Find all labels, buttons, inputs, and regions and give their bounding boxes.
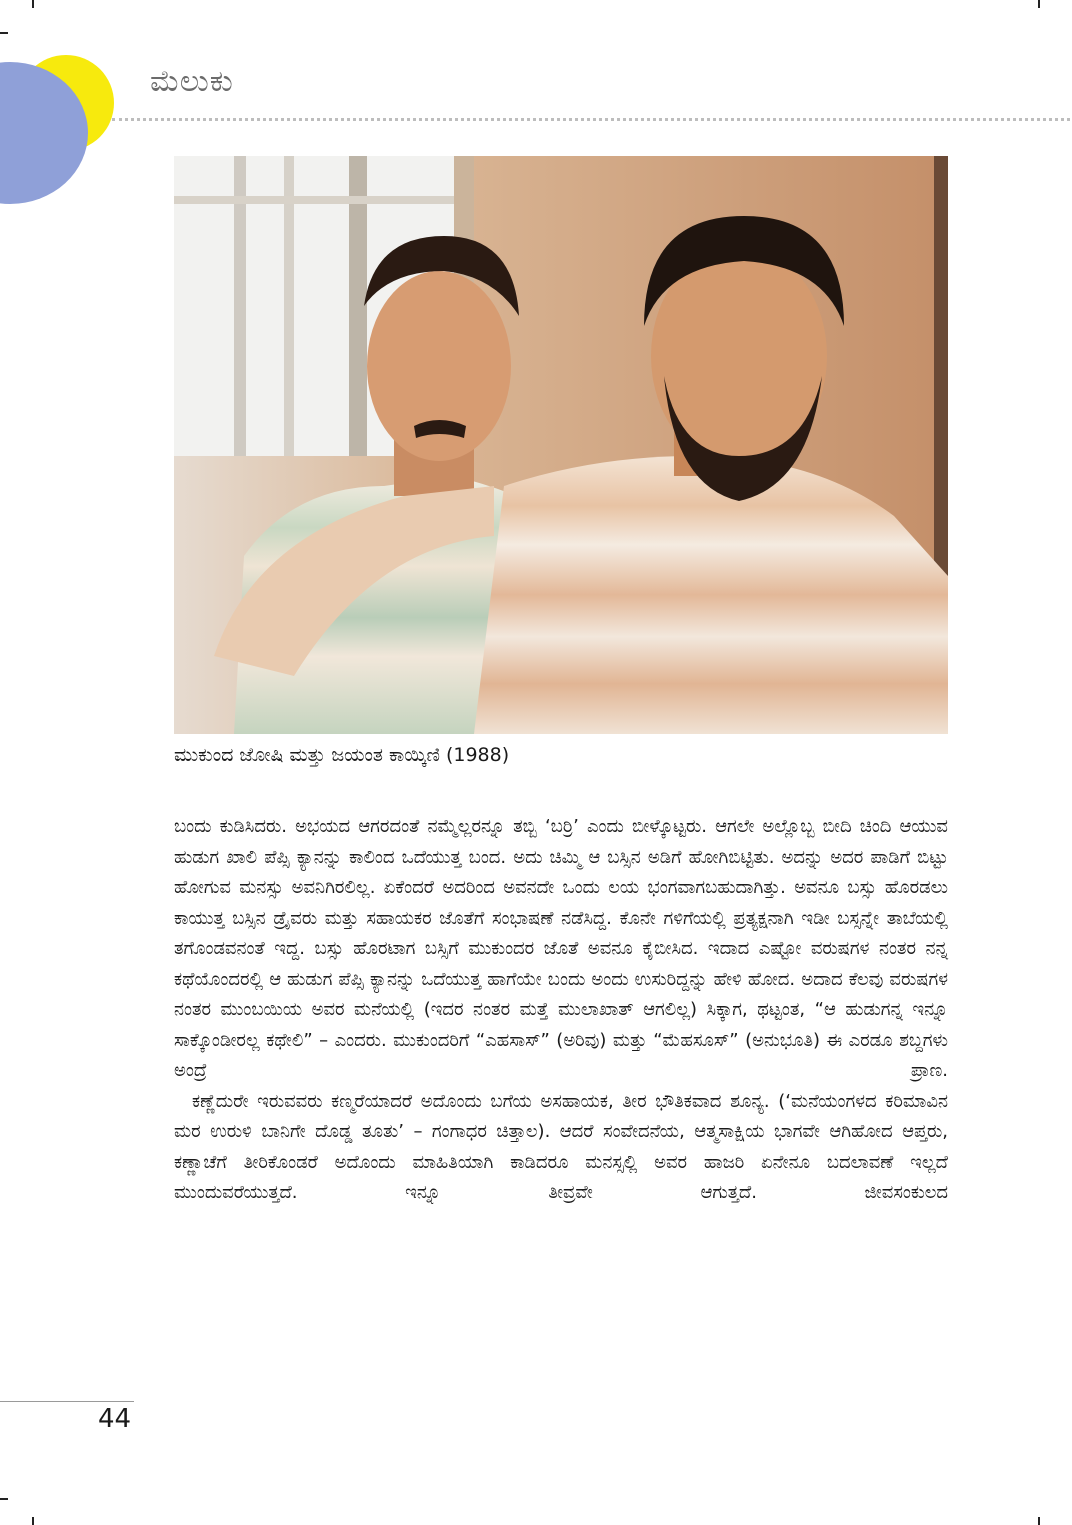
photo-illustration [174,156,948,734]
body-text [174,812,948,1209]
paragraph: ಬಂದು ಕುಡಿಸಿದರು. ಅಭಯದ ಆಗರದಂತೆ ನಮ್ಮೆಲ್ಲರನ್ನೂ ತಬ್ಬಿ ‘ಬರ್ರಿ’ ಎಂದು ಬೀಳ್ಕೊಟ್ಟರು. ಆಗಲೇ ಅಲ್ಲೊಬ್ಬ ಬೀದಿ ಚಿಂದಿ ಆಯುವ ಹುಡುಗ ಖಾಲಿ ಪೆಪ್ಸಿ ಕ್ಯಾನನ್ನು ಕಾಲಿಂದ ಒದೆಯುತ್ತ ಬಂದ. ಅದು ಚಿಮ್ಮಿ ಆ ಬಸ್ಸಿನ ಅಡಿಗೆ ಹೋಗಿಬಿಟ್ಟಿತು. ಅದನ್ನು ಅದರ ಪಾಡಿಗೆ ಬಿಟ್ಟು ಹೋಗುವ ಮನಸ್ಸು ಅವನಿಗಿರಲಿಲ್ಲ. ಏಕೆಂದರೆ ಅದರಿಂದ ಅವನದೇ ಒಂದು ಲಯ ಭಂಗವಾಗಬಹುದಾಗಿತ್ತು. ಅವನೂ ಬಸ್ಸು ಹೊರಡಲು ಕಾಯುತ್ತ ಬಸ್ಸಿನ ಡ್ರೈವರು ಮತ್ತು ಸಹಾಯಕರ ಜೊತೆಗೆ ಸಂಭಾಷಣೆ ನಡೆಸಿದ್ದ. ಕೊನೇ ಗಳಿಗೆಯಲ್ಲಿ ಪ್ರತ್ಯಕ್ಷನಾಗಿ ಇಡೀ ಬಸ್ಸನ್ನೇ ತಾಬೆಯಲ್ಲಿ ತಗೊಂಡವನಂತೆ ಇದ್ದ. ಬಸ್ಸು ಹೊರಟಾಗ ಬಸ್ಸಿಗೆ ಮುಕುಂದರ ಜೊತೆ ಅವನೂ ಕೈಬೀಸಿದ. ಇದಾದ ಎಷ್ಟೋ ವರುಷಗಳ ನಂತರ ನನ್ನ ಕಥೆಯೊಂದರಲ್ಲಿ ಆ ಹುಡುಗ ಪೆಪ್ಸಿ ಕ್ಯಾನನ್ನು ಒದೆಯುತ್ತ ಹಾಗೆಯೇ ಬಂದು ಅಂದು ಉಸುರಿದ್ದನ್ನು ಹೇಳಿ ಹೋದ. ಅದಾದ ಕೆಲವು ವರುಷಗಳ ನಂತರ ಮುಂಬಯಿಯ ಅವರ ಮನೆಯಲ್ಲಿ (ಇದರ ನಂತರ ಮತ್ತೆ ಮುಲಾಖಾತ್ ಆಗಲಿಲ್ಲ) ಸಿಕ್ಕಾಗ, ಥಟ್ಟಂತ, “ಆ ಹುಡುಗನ್ನ ಇನ್ನೂ ಸಾಕ್ಕೊಂಡೀರಲ್ಲ ಕಥೇಲಿ” – ಎಂದರು. ಮುಕುಂದರಿಗೆ “ಎಹಸಾಸ್” (ಅರಿವು) ಮತ್ತು “ಮೆಹಸೂಸ್” (ಅನುಭೂತಿ) ಈ ಎರಡೂ ಶಬ್ದಗಳು ಅಂದ್ರೆ ಪ್ರಾಣ. [174,816,948,1081]
crop-mark-top-right [1038,0,1040,8]
photo-caption: ಮುಕುಂದ ಜೋಷಿ ಮತ್ತು ಜಯಂತ ಕಾಯ್ಕಿಣಿ (1988) [174,744,510,766]
header-decoration [0,0,140,210]
photograph [174,156,948,734]
crop-mark-bottom-left [32,1517,34,1525]
page-number: 44 [98,1404,132,1434]
section-title: ಮೆಲುಕು [150,64,234,99]
footer-rule [0,1401,134,1402]
paragraph: ಕಣ್ಣೆದುರೇ ಇರುವವರು ಕಣ್ಮರೆಯಾದರೆ ಅದೊಂದು ಬಗೆಯ ಅಸಹಾಯಕ, ತೀರ ಭೌತಿಕವಾದ ಶೂನ್ಯ. (‘ಮನೆಯಂಗಳದ ಕರಿಮಾವಿನ ಮರ ಉರುಳಿ ಬಾನಿಗೇ ದೊಡ್ಡ ತೂತು’ – ಗಂಗಾಧರ ಚಿತ್ತಾಲ). ಆದರೆ ಸಂವೇದನೆಯ, ಆತ್ಮಸಾಕ್ಷಿಯ ಭಾಗವೇ ಆಗಿಹೋದ ಆಪ್ತರು, ಕಣ್ಣಾಚೆಗೆ ತೀರಿಕೊಂಡರೆ ಅದೊಂದು ಮಾಹಿತಿಯಾಗಿ ಕಾಡಿದರೂ ಮನಸ್ಸಲ್ಲಿ ಅವರ ಹಾಜರಿ ಏನೇನೂ ಬದಲಾವಣೆ ಇಲ್ಲದೆ ಮುಂದುವರೆಯುತ್ತದೆ. ಇನ್ನೂ ತೀವ್ರವೇ ಆಗುತ್ತದೆ. ಜೀವಸಂಕುಲದ [174,1090,948,1203]
header-dotted-rule [112,118,1070,121]
crop-mark-bottom-right [1038,1517,1040,1525]
crop-mark-left-bottom [0,1498,8,1500]
